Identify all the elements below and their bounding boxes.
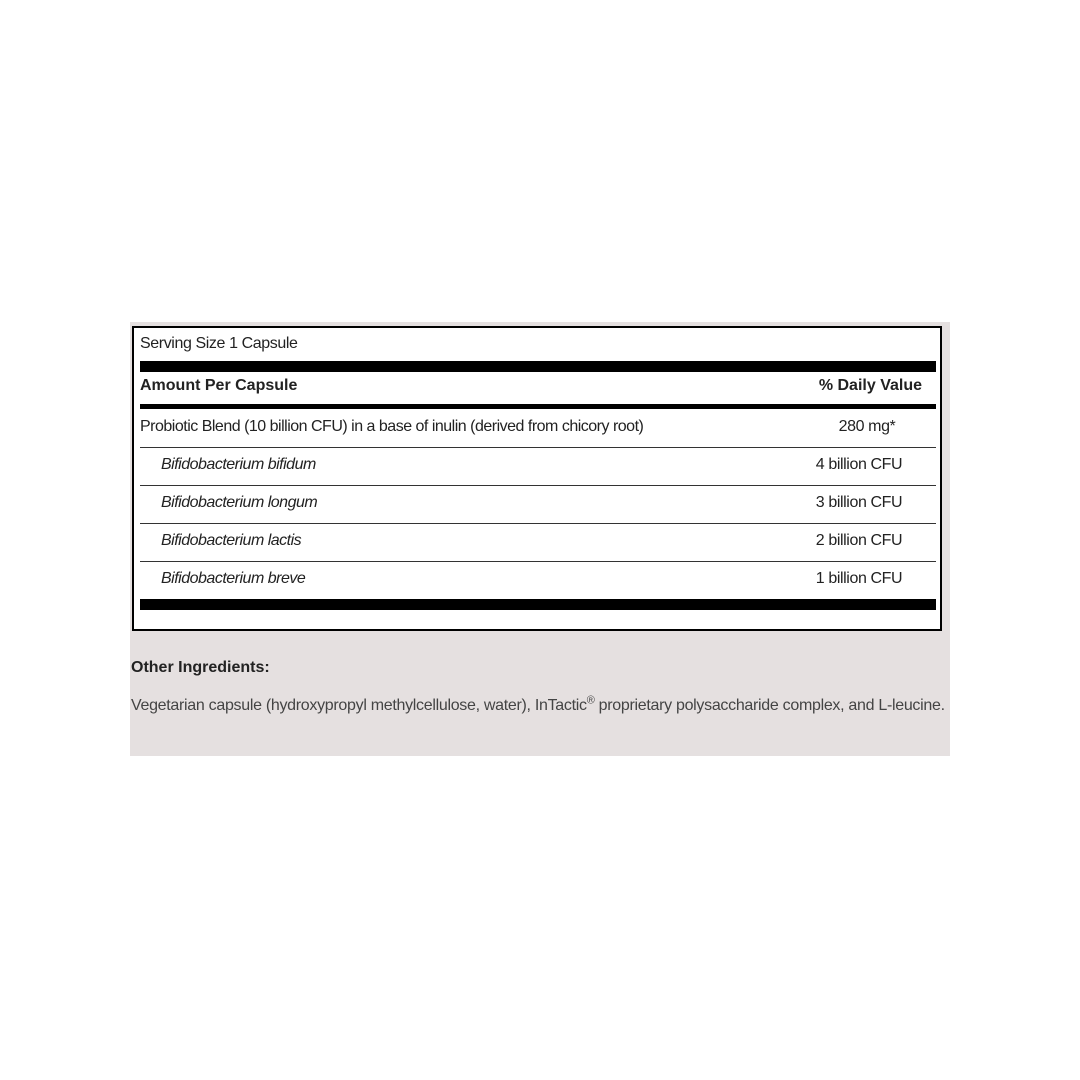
ingredient-amount: 2 billion CFU [815,532,903,549]
ingredient-name: Bifidobacterium breve [161,570,306,587]
thick-divider-top [140,361,936,372]
ingredient-amount: 280 mg* [838,418,896,435]
table-row [140,523,936,562]
table-row [140,485,936,524]
thick-divider-bottom [140,599,936,610]
daily-value-header: % Daily Value [818,377,922,394]
amount-per-capsule-header: Amount Per Capsule [140,377,298,394]
ingredient-name: Bifidobacterium longum [161,494,318,511]
serving-size: Serving Size 1 Capsule [140,335,298,352]
ingredient-amount: 1 billion CFU [815,570,903,587]
ingredient-amount: 4 billion CFU [815,456,903,473]
ingredient-amount: 3 billion CFU [815,494,903,511]
ingredient-name: Probiotic Blend (10 billion CFU) in a base of inulin (derived from chicory root) [140,418,644,435]
supplement-facts-table [132,326,942,631]
registered-mark: ® [586,694,595,707]
table-row [140,561,936,599]
ingredient-name: Bifidobacterium lactis [161,532,302,549]
other-ingredients-text-end: proprietary polysaccharide complex, and L-leucine. [594,697,945,714]
other-ingredients-title: Other Ingredients: [131,659,270,676]
table-row [140,409,936,448]
table-row [140,447,936,486]
ingredient-name: Bifidobacterium bifidum [161,456,316,473]
other-ingredients-text [131,695,946,717]
other-ingredients-text-start: Vegetarian capsule (hydroxypropyl methylcellulose, water), InTactic [131,697,587,714]
supplement-panel [130,322,950,756]
